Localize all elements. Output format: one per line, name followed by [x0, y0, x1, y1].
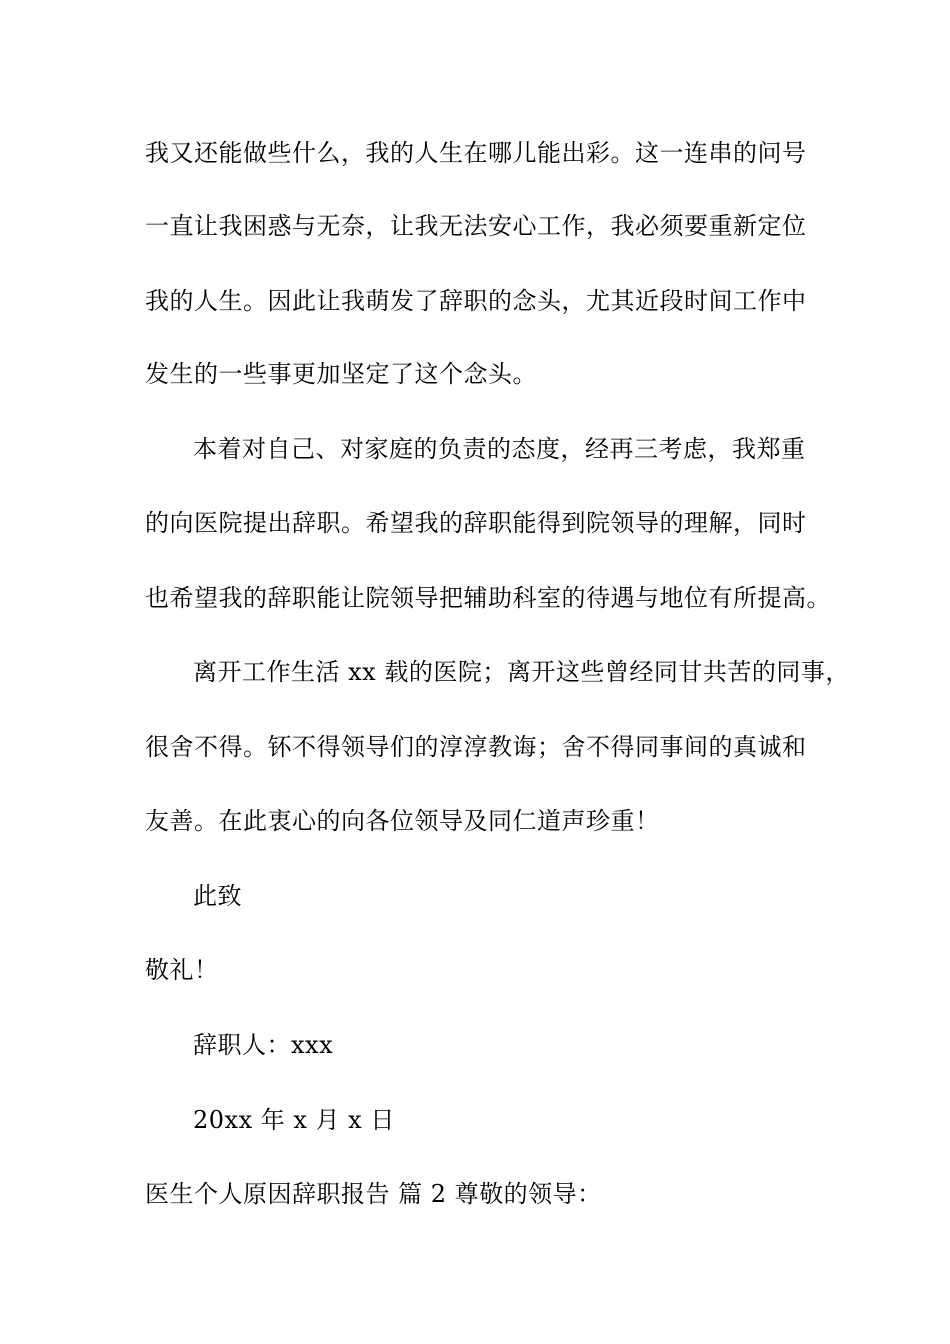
closing-regards: 敬礼！ — [145, 956, 219, 984]
section-heading: 医生个人原因辞职报告 篇 2 尊敬的领导： — [145, 1180, 602, 1208]
paragraph-line: 也希望我的辞职能让院领导把辅助科室的待遇与地位有所提高。 — [145, 584, 831, 612]
paragraph-line: 很舍不得。钚不得领导们的淳淳教诲；舍不得同事间的真诚和 — [145, 733, 807, 761]
paragraph-line: 本着对自己、对家庭的负责的态度，经再三考虑，我郑重 — [193, 435, 806, 463]
paragraph-line: 我的人生。因此让我萌发了辞职的念头，尤其近段时间工作中 — [145, 287, 807, 315]
paragraph-line: 我又还能做些什么，我的人生在哪儿能出彩。这一连串的问号 — [145, 139, 807, 167]
paragraph-line: 一直让我困惑与无奈，让我无法安心工作，我必须要重新定位 — [145, 212, 807, 240]
paragraph-line: 发生的一些事更加坚定了这个念头。 — [145, 360, 537, 388]
paragraph-line: 的向医院提出辞职。希望我的辞职能得到院领导的理解，同时 — [145, 509, 807, 537]
paragraph-line: 友善。在此衷心的向各位领导及同仁道声珍重！ — [145, 807, 660, 835]
closing-salutation: 此致 — [193, 882, 242, 910]
date-line: 20xx 年 x 月 x 日 — [193, 1106, 395, 1134]
signatory-line: 辞职人：xxx — [193, 1031, 334, 1059]
paragraph-line: 离开工作生活 xx 载的医院；离开这些曾经同甘共苦的同事， — [193, 658, 850, 686]
